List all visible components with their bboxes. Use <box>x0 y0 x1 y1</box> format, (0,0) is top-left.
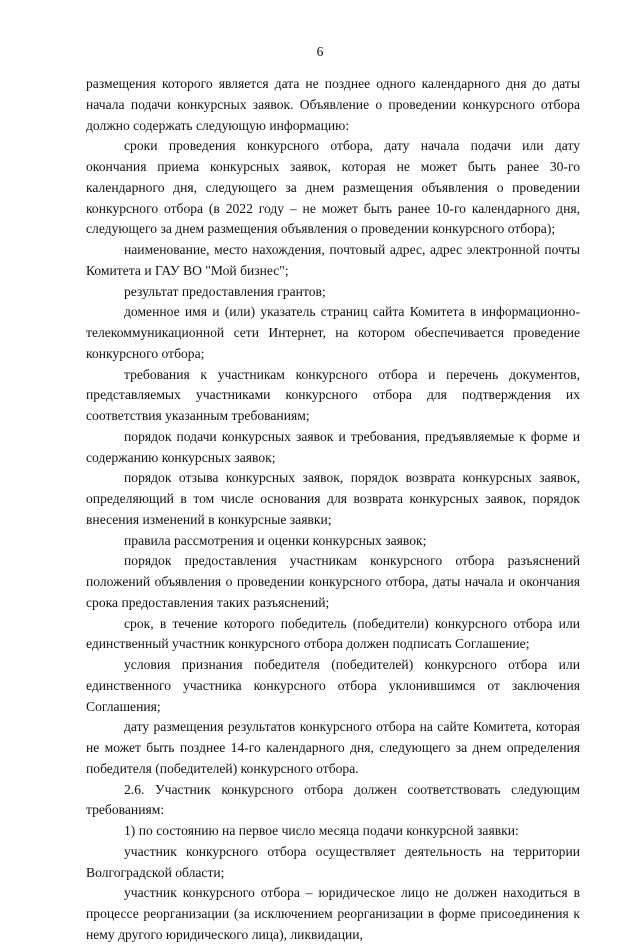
paragraph: условия признания победителя (победителей) конкурсного отбора или единственного участника конкурсного отбора уклонившимся от заключения Соглашения; <box>86 657 580 714</box>
document-body <box>86 74 580 946</box>
paragraph: участник конкурсного отбора осуществляет деятельность на территории Волгоградской области; <box>86 843 580 880</box>
paragraph: сроки проведения конкурсного отбора, дату начала подачи или дату окончания приема конкурсных заявок, которая не может быть ранее 30-го календарного дня, следующего за днем размещения объявления о проведении конкурсного отбора (в 2022 году – не может быть ранее 10-го календарного дня, следующего за днем размещения объявления о проведении конкурсного отбора); <box>86 138 580 237</box>
paragraph: срок, в течение которого победитель (победители) конкурсного отбора или единственный участник конкурсного отбора должен подписать Соглашение; <box>86 615 580 652</box>
paragraph: размещения которого является дата не позднее одного календарного дня до даты начала подачи конкурсных заявок. Объявление о проведении конкурсного отбора должно содержать следующую информацию: <box>86 76 580 133</box>
paragraph: порядок отзыва конкурсных заявок, порядок возврата конкурсных заявок, определяющий в том числе основания для возврата конкурсных заявок, порядок внесения изменений в конкурсные заявки; <box>86 470 580 527</box>
paragraph: результат предоставления грантов; <box>124 283 326 299</box>
paragraph: правила рассмотрения и оценки конкурсных заявок; <box>124 532 427 548</box>
paragraph: 2.6. Участник конкурсного отбора должен соответствовать следующим требованиям: <box>86 781 580 818</box>
paragraph: порядок предоставления участникам конкурсного отбора разъяснений положений объявления о проведении конкурсного отбора, даты начала и окончания срока предоставления таких разъяснений; <box>86 553 580 610</box>
paragraph: доменное имя и (или) указатель страниц сайта Комитета в информационно-телекоммуникационной сети Интернет, на котором обеспечивается проведение конкурсного отбора; <box>86 304 580 361</box>
paragraph: порядок подачи конкурсных заявок и требования, предъявляемые к форме и содержанию конкурсных заявок; <box>86 428 580 465</box>
paragraph: участник конкурсного отбора – юридическое лицо не должен находиться в процессе реорганизации (за исключением реорганизации в форме присоединения к нему другого юридического лица), ликвидации, <box>86 885 580 942</box>
paragraph: требования к участникам конкурсного отбора и перечень документов, представляемых участниками конкурсного отбора для подтверждения их соответствия указанным требованиям; <box>86 366 580 423</box>
page-number: 6 <box>316 44 324 59</box>
paragraph: дату размещения результатов конкурсного отбора на сайте Комитета, которая не может быть позднее 14-го календарного дня, следующего за днем определения победителя (победителей) конкурсного отбора. <box>86 719 580 776</box>
paragraph: 1) по состоянию на первое число месяца подачи конкурсной заявки: <box>124 823 519 838</box>
paragraph: наименование, место нахождения, почтовый адрес, адрес электронной почты Комитета и ГАУ ВО "Мой бизнес"; <box>86 242 580 278</box>
